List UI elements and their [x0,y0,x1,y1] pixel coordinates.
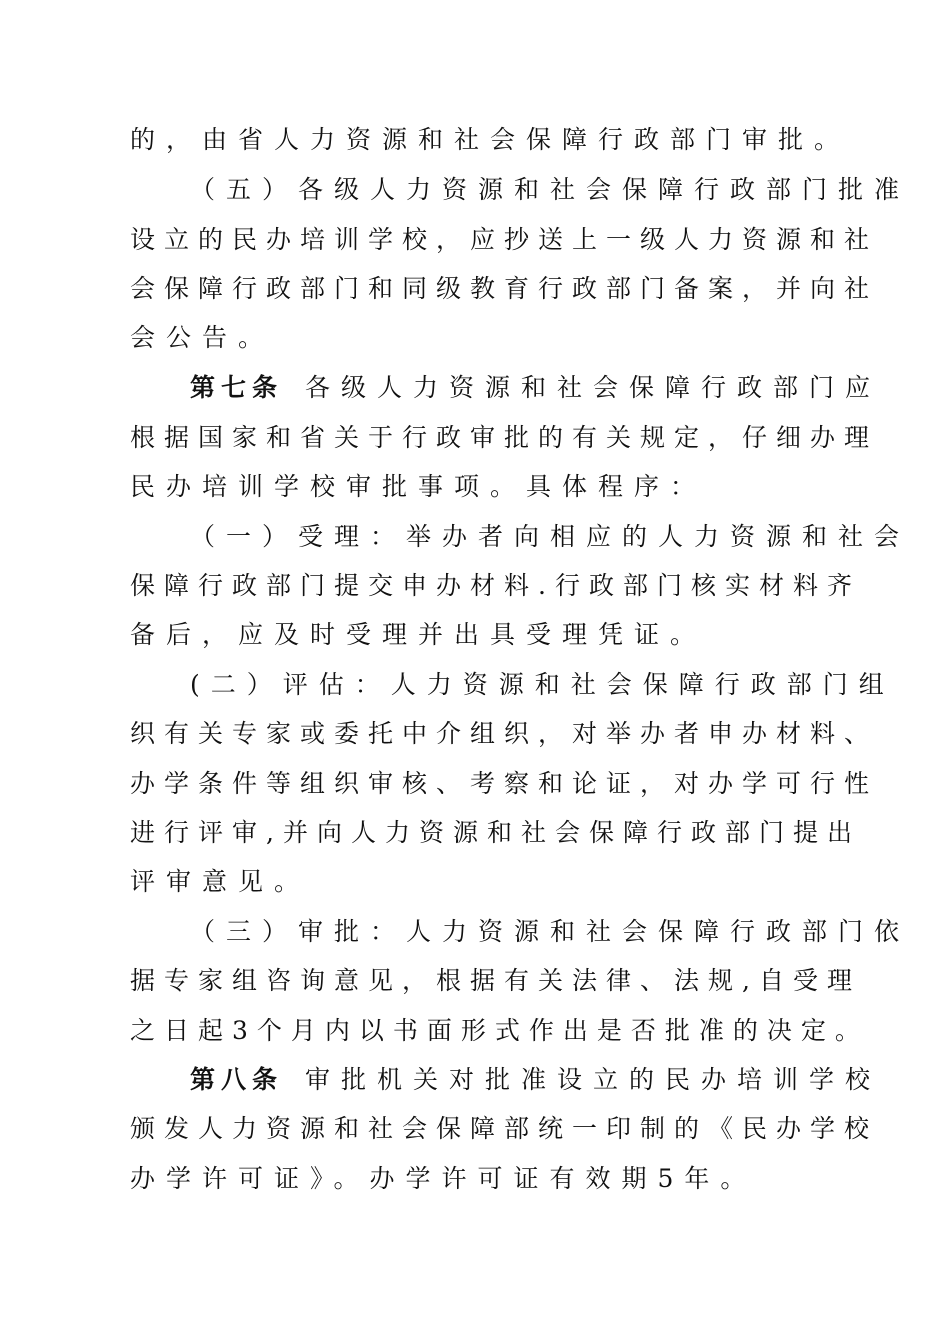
text-line: 备后，应及时受理并出具受理凭证。 [130,620,707,649]
article-number: 第七条 [190,373,284,402]
text-line: 之日起3个月内以书面形式作出是否批准的决定。 [130,1016,869,1045]
text-line: 会公告。 [130,323,275,352]
article-heading-line [190,368,882,408]
article-text: 审批机关对批准设立的民办培训学校 [305,1065,882,1094]
text-line: 民办培训学校审批事项。具体程序： [130,472,707,501]
text-line: 设立的民办培训学校，应抄送上一级人力资源和社 [130,225,879,254]
text-line: （五）各级人力资源和社会保障行政部门批准 [190,175,911,204]
text-line: 保障行政部门提交申办材料.行政部门核实材料齐 [130,571,861,600]
article-heading-line [190,1060,882,1100]
text-line: 据专家组咨询意见，根据有关法律、法规,自受理 [130,966,861,995]
text-line: 会保障行政部门和同级教育行政部门备案，并向社 [130,274,879,303]
text-line: （三）审批：人力资源和社会保障行政部门依 [190,917,911,946]
text-line: 颁发人力资源和社会保障部统一印制的《民办学校 [130,1114,879,1143]
text-line: 办学条件等组织审核、考察和论证，对办学可行性 [130,769,879,798]
text-line: 根据国家和省关于行政审批的有关规定，仔细办理 [130,423,879,452]
text-line: 进行评审,并向人力资源和社会保障行政部门提出 [130,818,861,847]
text-line: 评审意见。 [130,867,311,896]
text-line: 织有关专家或委托中介组织，对举办者申办材料、 [130,719,879,748]
text-line: 的，由省人力资源和社会保障行政部门审批。 [130,125,851,154]
text-line: (二）评估：人力资源和社会保障行政部门组 [190,670,895,699]
article-text: 各级人力资源和社会保障行政部门应 [305,373,882,402]
article-number: 第八条 [190,1065,284,1094]
text-line: （一）受理：举办者向相应的人力资源和社会 [190,522,911,551]
text-line: 办学许可证》。办学许可证有效期5年。 [130,1164,757,1193]
